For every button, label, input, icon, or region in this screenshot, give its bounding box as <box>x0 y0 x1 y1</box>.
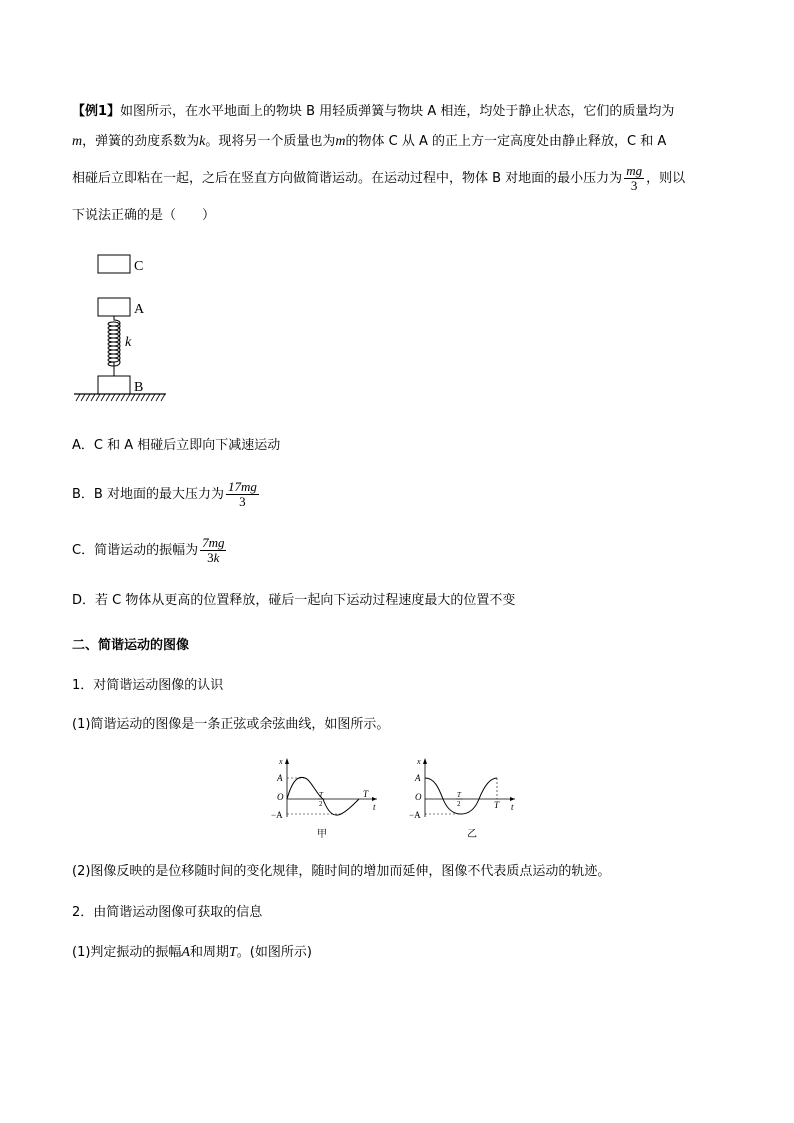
item-2-text: (2)图像反映的是位移随时间的变化规律，随时间的增加而延伸，图像不代表质点运动的轨迹。 <box>72 864 611 879</box>
spring-block-figure <box>70 250 180 410</box>
half-period-den: 2 <box>457 800 461 808</box>
subheading-1-text: 1．对简谐运动图像的认识 <box>72 678 224 693</box>
amplitude-fraction <box>200 536 226 565</box>
example-text: 相碰后立即粘在一起，之后在竖直方向做简谐运动。在运动过程中，物体 B 对地面的最小压力为 <box>72 171 623 186</box>
example-text: 的物体 C 从 A 的正上方一定高度处由静止释放，C 和 A <box>345 134 667 149</box>
half-period-num: T <box>319 791 323 799</box>
subheading-1 <box>72 678 223 694</box>
option-c-text: C．简谐运动的振幅为 <box>72 543 199 558</box>
shm-graphs <box>265 755 535 845</box>
neg-a-label: −A <box>271 810 283 820</box>
example-line-2 <box>72 134 666 150</box>
min-pressure-fraction <box>624 164 644 193</box>
graph-yi <box>409 757 515 840</box>
item-3-text: (1)判定振动的振幅 <box>72 945 182 960</box>
example-text: 如图所示，在水平地面上的物块 B 用轻质弹簧与物块 A 相连，均处于静止状态，它们的质量均为 <box>120 104 675 119</box>
origin-label: O <box>415 792 422 802</box>
spring-coil <box>108 316 120 376</box>
example-line-4 <box>72 208 215 224</box>
denominator-k: k <box>213 550 220 565</box>
graph-jia <box>271 757 377 840</box>
example-text: ，则以 <box>646 171 686 186</box>
half-period-den: 2 <box>319 800 323 808</box>
sine-curve <box>287 777 359 815</box>
period-symbol: T <box>229 945 237 960</box>
label-k: k <box>125 335 132 350</box>
fraction-denominator: 3 <box>239 494 246 509</box>
label-b: B <box>134 380 144 395</box>
example-line-1 <box>72 104 674 120</box>
item-1-text: (1)简谐运动的图像是一条正弦或余弦曲线，如图所示。 <box>72 717 390 732</box>
fraction-numerator: mg <box>626 163 643 178</box>
a-label: A <box>277 773 283 783</box>
half-period-num: T <box>457 791 461 799</box>
fraction-denominator: 3 <box>630 178 638 193</box>
x-axis-arrow <box>285 758 289 764</box>
block-c <box>98 255 130 273</box>
option-d-text: D．若 C 物体从更高的位置释放，碰后一起向下运动过程速度最大的位置不变 <box>72 593 516 608</box>
option-d <box>72 593 515 609</box>
block-a <box>98 298 130 316</box>
caption-jia: 甲 <box>317 829 327 840</box>
denominator-number: 3 <box>207 550 214 565</box>
section-heading <box>72 638 189 654</box>
subheading-2 <box>72 905 262 921</box>
max-pressure-fraction <box>226 480 259 509</box>
caption-yi: 乙 <box>467 829 477 840</box>
option-b-text: B．B 对地面的最大压力为 <box>72 487 224 502</box>
option-c <box>72 534 228 568</box>
option-a <box>72 438 280 454</box>
example-text: 下说法正确的是（ ） <box>72 208 216 223</box>
a-label: A <box>415 773 421 783</box>
amplitude-symbol: A <box>181 945 190 960</box>
t-axis-arrow <box>510 797 515 801</box>
item-2 <box>72 864 610 880</box>
x-label: x <box>279 757 283 766</box>
x-label: x <box>417 757 421 766</box>
example-text: ，弹簧的劲度系数为 <box>82 134 200 149</box>
example-text: 。现将另一个质量也为 <box>205 134 336 149</box>
label-a: A <box>134 302 145 317</box>
cosine-curve <box>425 778 497 814</box>
neg-a-label: −A <box>409 810 421 820</box>
item-3-text: 。(如图所示) <box>236 945 312 960</box>
fraction-numerator: 7mg <box>202 535 225 550</box>
t-label: t <box>511 802 514 812</box>
item-3 <box>72 945 312 961</box>
label-c: C <box>134 259 144 274</box>
example-tag: 【例1】 <box>72 104 121 119</box>
option-b <box>72 478 261 512</box>
mass-symbol: m <box>72 134 83 149</box>
item-3-text: 和周期 <box>189 945 229 960</box>
period-label: T <box>363 789 369 799</box>
item-1 <box>72 717 389 733</box>
fraction-denominator <box>200 551 226 565</box>
period-label: T <box>494 800 500 810</box>
x-axis-arrow <box>423 758 427 764</box>
spring-constant-symbol: k <box>199 134 206 149</box>
fraction-numerator: 17mg <box>227 479 257 494</box>
section-heading-text: 二、简谐运动的图像 <box>72 638 190 653</box>
example-line-3 <box>72 164 685 194</box>
mass-symbol: m <box>335 134 346 149</box>
block-b <box>98 376 130 394</box>
t-axis-arrow <box>372 797 377 801</box>
option-a-text: A．C 和 A 相碰后立即向下减速运动 <box>72 438 281 453</box>
origin-label: O <box>277 792 284 802</box>
ground-hatching <box>76 394 165 401</box>
t-label: t <box>373 802 376 812</box>
subheading-2-text: 2．由简谐运动图像可获取的信息 <box>72 905 263 920</box>
